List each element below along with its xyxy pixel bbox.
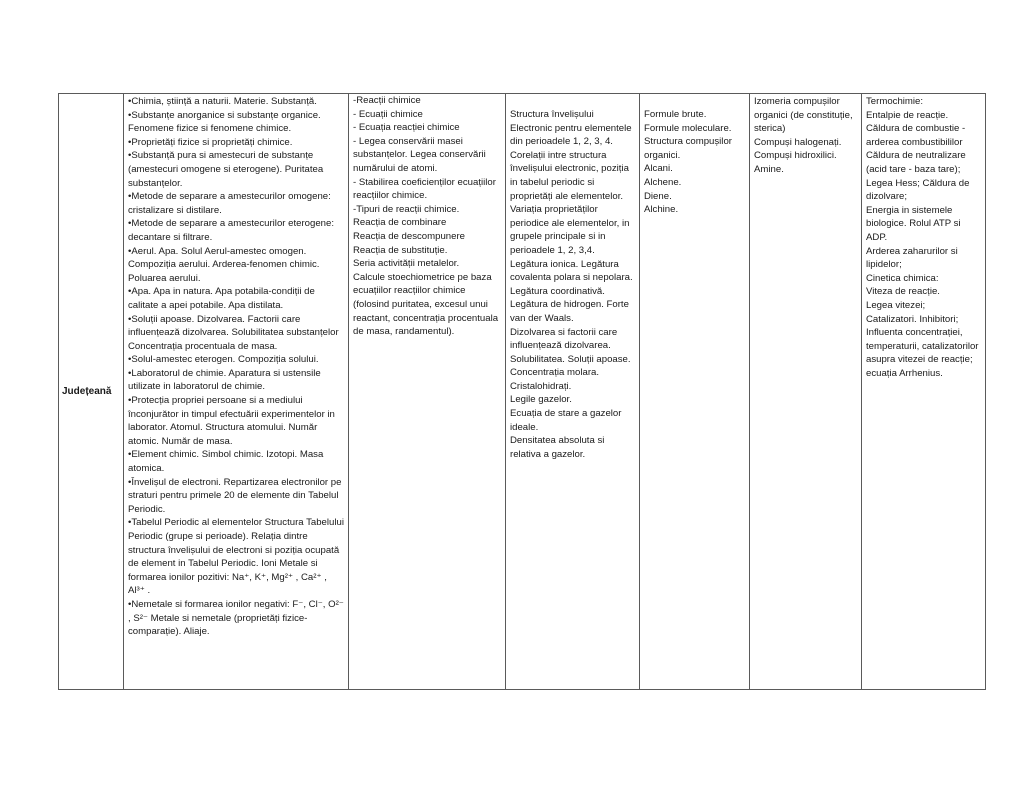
list-item: •Substanțe anorganice si substanțe organice. Fenomene fizice si fenomene chimice. xyxy=(128,109,321,135)
list-item: Ecuația de stare a gazelor ideale. xyxy=(510,408,622,433)
list-item: Formule brute. xyxy=(644,109,707,120)
list-item: Formule moleculare. xyxy=(644,122,732,134)
list-item: Compuși halogenați. xyxy=(754,136,842,148)
list-item: Alchine. xyxy=(644,204,679,216)
list-item: Legea Hess; Căldura de dizolvare; xyxy=(866,177,970,203)
list-item: Reacția de descompunere xyxy=(353,230,465,242)
list-item: Densitatea absoluta si relativa a gazelor. xyxy=(510,435,605,460)
list-item: Reacția de combinare xyxy=(353,217,447,229)
list-item: •Substanță pura si amestecuri de substanțe (amestecuri omogene si eterogene). Puritatea substanțelor. xyxy=(128,150,324,189)
list-item: Catalizatori. Inhibitori; xyxy=(866,313,959,325)
list-item: Energia in sistemele biologice. Rolul ATP si ADP. xyxy=(866,204,961,243)
list-item: Izomeria compușilor organici (de constituție, sterica) xyxy=(754,96,853,135)
list-item: Alcani. xyxy=(644,163,673,175)
list-item: Cristalohidrați. xyxy=(510,380,572,392)
col-chemical-reactions xyxy=(349,94,506,690)
list-item: •Apa. Apa in natura. Apa potabila-condiții de calitate a apei potabile. Apa distilata. xyxy=(128,286,315,311)
list-item: •Element chimic. Simbol chimic. Izotopi. Masa atomica. xyxy=(128,449,324,475)
list-item: •Învelișul de electroni. Repartizarea electronilor pe straturi pentru primele 20 de elemente din Tabelul Periodic. xyxy=(128,476,342,515)
col-general-chemistry xyxy=(124,94,349,690)
list-item: Seria activității metalelor. xyxy=(353,258,460,270)
list-item: Influenta concentrației, temperaturii, catalizatorilor asupra vitezei de reacție; xyxy=(866,327,979,366)
list-item: •Laboratorul de chimie. Aparatura si ustensile utilizate in laboratorul de chimie. xyxy=(128,367,321,393)
col-atomic-structure xyxy=(506,94,640,690)
list-item: Structura compușilor organici. xyxy=(644,136,732,161)
list-item: •Protecția propriei persoane si a mediului înconjurător in timpul efectuării experimentelor in laborator. Atomul. Structura atomului. Număr atomic. Număr de masa. xyxy=(128,395,335,447)
list-item: Dizolvarea si factorii care influențează dizolvarea. Solubilitatea. Soluții apoase. xyxy=(510,326,631,365)
list-item: - Stabilirea coeficienților ecuațiilor reacțiilor chimice. xyxy=(353,176,496,202)
list-item: Arderea zaharurilor si lipidelor; xyxy=(866,245,958,271)
list-item: Amine. xyxy=(754,163,784,175)
col-isomerism xyxy=(750,94,862,690)
list-item: -Tipuri de reacții chimice. xyxy=(353,203,460,215)
list-item: ecuația Arrhenius. xyxy=(866,367,943,379)
list-item: Legea vitezei; xyxy=(866,299,926,311)
list-item: Calcule stoechiometrice pe baza ecuațiilor reacțiilor chimice (folosind puritatea, excesul unui reactant, concentrația procentuala de masa, randamentul). xyxy=(353,271,499,338)
list-item: -Reacții chimice xyxy=(353,95,421,106)
list-item: Căldura de neutralizare (acid tare - baza tare); xyxy=(866,150,966,175)
list-item: •Tabelul Periodic al elementelor Structura Tabelului Periodic (grupe si perioade). Relația dintre structura învelișului de electroni si poziția ocupată de element in Tabelul Periodic. Ioni Metale si formarea ionilor pozitivi: Na⁺, K⁺, Mg²⁺ , Ca²⁺ , Al³⁺ . xyxy=(128,517,344,597)
col-thermochemistry xyxy=(862,94,986,690)
list-item: Reacția de substituție. xyxy=(353,244,448,256)
col-organic-formulas xyxy=(640,94,750,690)
list-item: •Aerul. Apa. Solul Aerul-amestec omogen. Compoziția aerului. Arderea-fenomen chimic. Poluarea aerului. xyxy=(128,245,320,284)
list-item: •Nemetale si formarea ionilor negativi: F⁻, Cl⁻, O²⁻ , S²⁻ Metale si nemetale (proprietăți fizice-comparație). Aliaje. xyxy=(128,598,344,638)
table-row xyxy=(59,94,986,690)
list-item: Legătura ionica. Legătura covalenta polara si nepolara. Legătura coordinativă. Legătura de hidrogen. Forte van der Waals. xyxy=(510,258,633,324)
list-item: - Ecuații chimice xyxy=(353,108,423,120)
level-label: Județeană xyxy=(62,385,112,397)
list-item: Legile gazelor. xyxy=(510,394,572,406)
list-item: Viteza de reacție. xyxy=(866,286,940,298)
list-item: Corelații intre structura învelișului electronic, poziția in tabelul periodic si proprietăți ale elementelor. Variația proprietăților periodice ale elementelor, in grupele principale si in perioadele 1, 2, 3,4. xyxy=(510,149,630,256)
list-item: Concentrația molara. xyxy=(510,367,600,379)
list-item: •Metode de separare a amestecurilor omogene: cristalizare si distilare. xyxy=(128,191,331,216)
list-item: Termochimie: xyxy=(866,96,924,107)
list-item: - Ecuația reacției chimice xyxy=(353,122,460,134)
list-item: •Chimia, știință a naturii. Materie. Substanță. xyxy=(128,96,317,107)
list-item: Entalpie de reacție. Căldura de combustie -arderea combustibililor xyxy=(866,109,966,148)
list-item: •Solul-amestec eterogen. Compoziția solului. xyxy=(128,354,319,366)
curriculum-table xyxy=(58,93,986,690)
list-item: •Proprietăți fizice si proprietăți chimice. xyxy=(128,136,293,148)
list-item: - Legea conservării masei substanțelor. Legea conservării numărului de atomi. xyxy=(353,135,486,174)
list-item: •Soluții apoase. Dizolvarea. Factorii care influențează dizolvarea. Solubilitatea substanțelor Concentrația procentuala de masa. xyxy=(128,313,339,352)
list-item: •Metode de separare a amestecurilor eterogene: decantare si filtrare. xyxy=(128,218,335,243)
list-item: Cinetica chimica: xyxy=(866,272,939,284)
list-item: Diene. xyxy=(644,190,672,202)
list-item: Alchene. xyxy=(644,176,682,188)
level-cell xyxy=(59,94,124,690)
list-item: Compuși hidroxilici. xyxy=(754,150,837,162)
list-item: Structura învelișului Electronic pentru elementele din perioadele 1, 2, 3, 4. xyxy=(510,109,632,148)
